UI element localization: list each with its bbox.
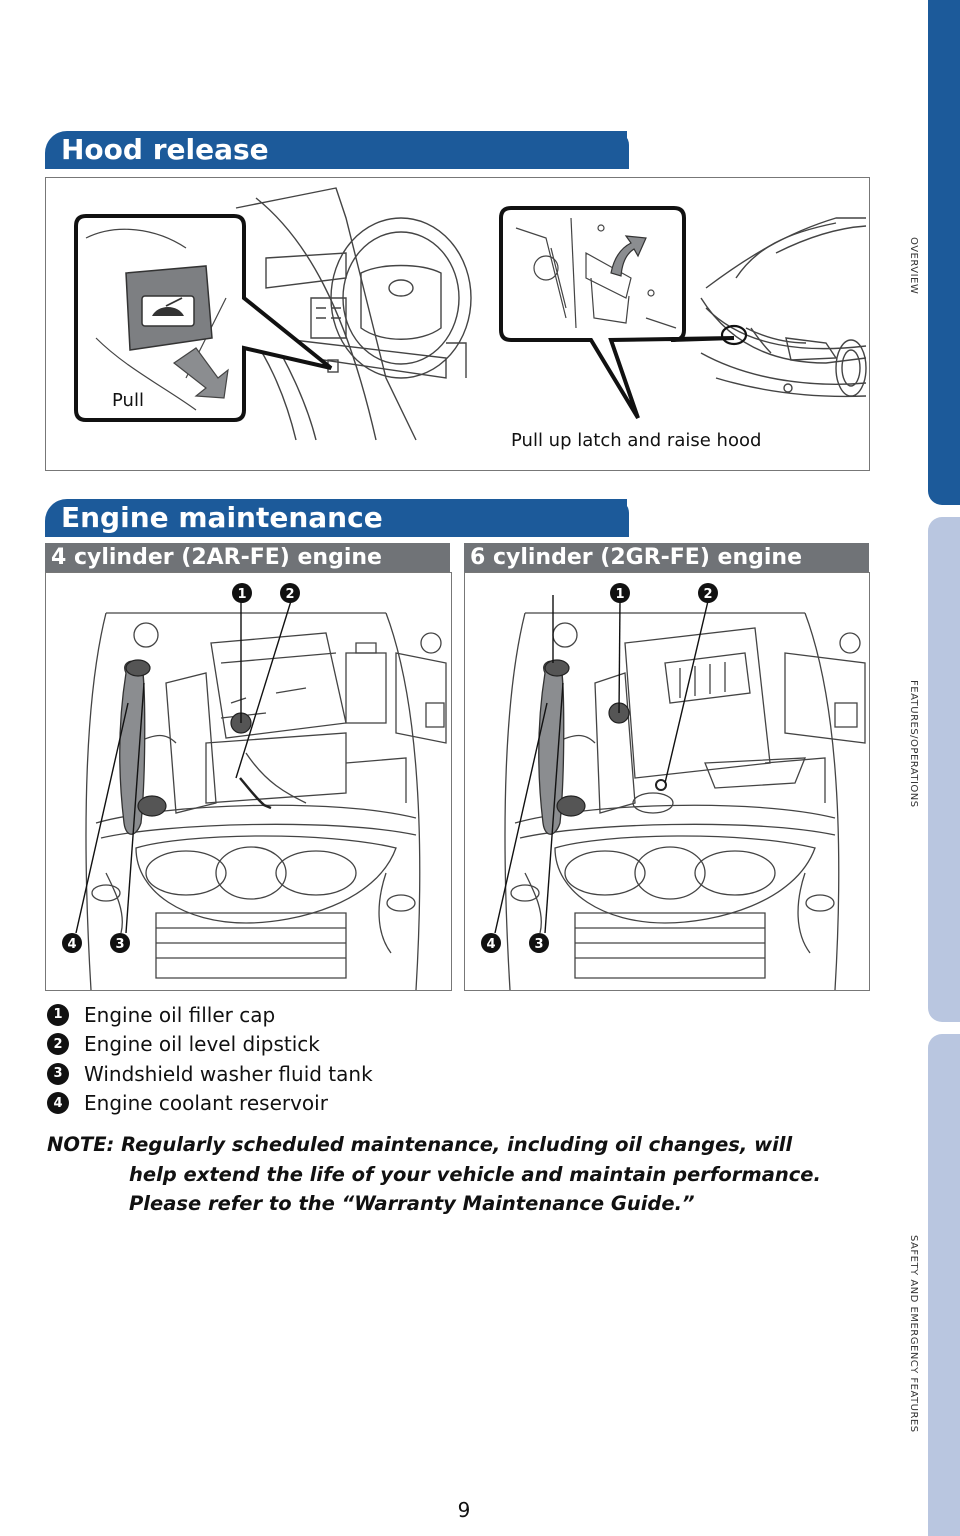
hood-release-header (45, 131, 627, 169)
legend-text-washer-fluid-tank: Windshield washer fluid tank (84, 1061, 373, 1086)
hood-release-title: Hood release (61, 133, 269, 166)
marker-2-left: 2 (285, 587, 295, 602)
marker-2-right: 2 (703, 587, 713, 602)
legend-number-2: 2 (47, 1033, 69, 1055)
six-cylinder-title: 6 cylinder (2GR-FE) engine (464, 543, 869, 573)
marker-1-left: 1 (237, 587, 247, 602)
features-tab-label: FEATURES/OPERATIONS (908, 680, 919, 808)
six-cylinder-engine-illustration (464, 572, 870, 991)
engine-maintenance-header (45, 499, 627, 537)
hood-release-illustration (45, 177, 870, 471)
legend-text-oil-filler-cap: Engine oil filler cap (84, 1002, 276, 1027)
legend-number-3: 3 (47, 1063, 69, 1085)
safety-tab-label: SAFETY AND EMERGENCY FEATURES (908, 1235, 919, 1433)
pull-label: Pull (112, 390, 144, 411)
engine-maintenance-title: Engine maintenance (61, 501, 383, 534)
marker-3-right: 3 (534, 937, 544, 952)
four-cylinder-engine-svg (46, 573, 451, 990)
overview-tab-label: OVERVIEW (908, 237, 919, 295)
features-operations-tab[interactable] (928, 517, 960, 1022)
page-number: 9 (457, 1498, 471, 1522)
note-line-1: NOTE: Regularly scheduled maintenance, including oil changes, will (47, 1133, 793, 1156)
legend-number-4: 4 (47, 1092, 69, 1114)
note-line-3: Please refer to the “Warranty Maintenance Guide.” (129, 1192, 695, 1215)
four-cylinder-title: 4 cylinder (2AR-FE) engine (45, 543, 450, 573)
legend-text-oil-dipstick: Engine oil level dipstick (84, 1032, 320, 1057)
legend-item (45, 1059, 373, 1089)
legend-item (45, 1030, 373, 1060)
safety-emergency-tab[interactable] (928, 1034, 960, 1536)
marker-4-right: 4 (486, 937, 496, 952)
latch-caption: Pull up latch and raise hood (511, 430, 762, 451)
marker-3-left: 3 (115, 937, 125, 952)
overview-tab[interactable] (928, 0, 960, 505)
four-cylinder-engine-illustration (45, 572, 452, 991)
legend-text-coolant-reservoir: Engine coolant reservoir (84, 1091, 328, 1116)
legend-number-1: 1 (47, 1004, 69, 1026)
maintenance-note (47, 1130, 877, 1219)
legend-item (45, 1000, 373, 1030)
hood-illustration-svg (46, 178, 869, 470)
six-cylinder-engine-svg (465, 573, 869, 990)
note-line-2: help extend the life of your vehicle and maintain performance. (129, 1162, 821, 1186)
legend-item (45, 1089, 373, 1119)
marker-1-right: 1 (615, 587, 625, 602)
engine-parts-legend (45, 1000, 373, 1118)
marker-4-left: 4 (67, 937, 77, 952)
